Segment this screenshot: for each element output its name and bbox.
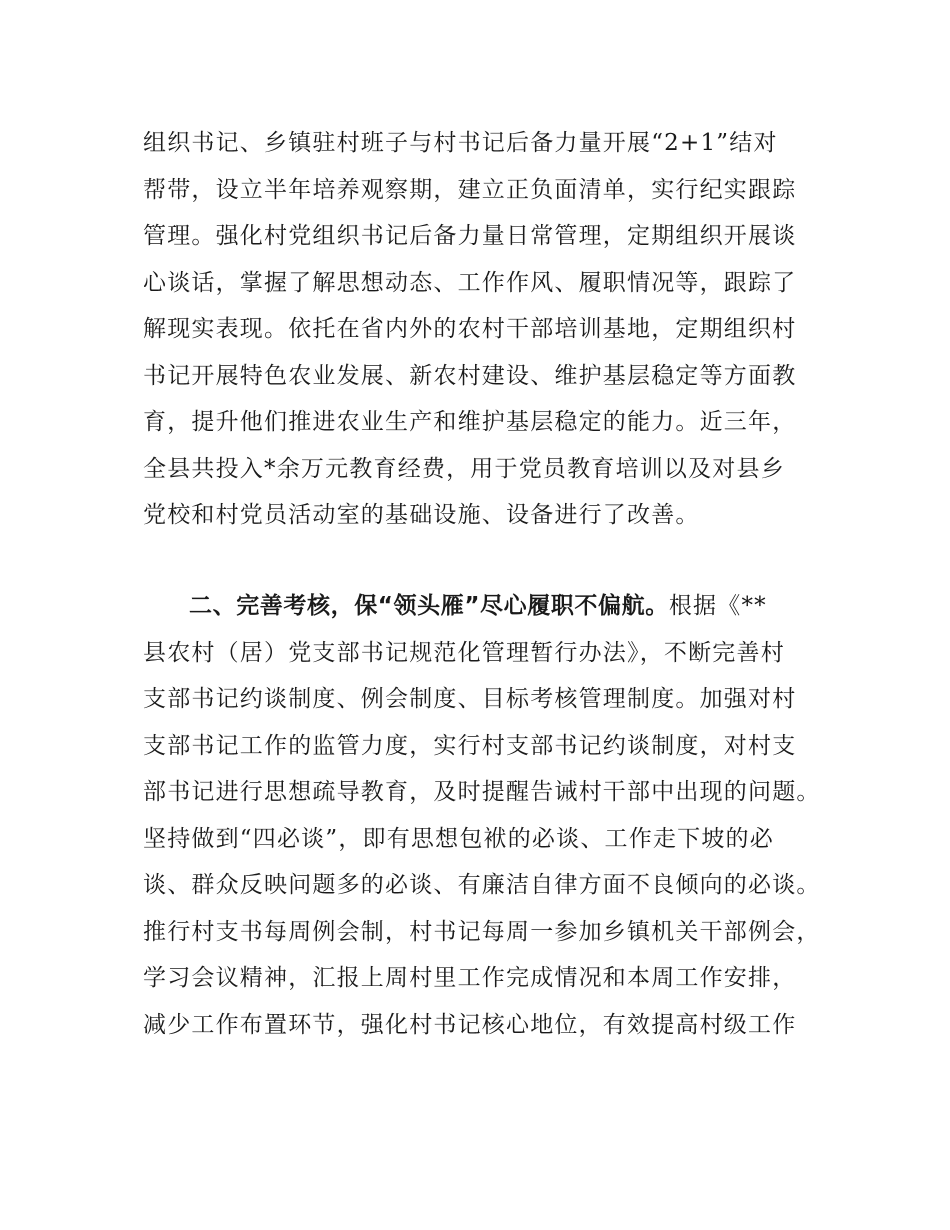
text-line: 组织书记、乡镇驻村班子与村书记后备力量开展“2+1”结对 (143, 130, 778, 156)
first-line-text: 根据《** (668, 593, 767, 619)
text-line: 减少工作布置环节，强化村书记核心地位，有效提高村级工作 (143, 1011, 797, 1038)
text-line: 党校和村党员活动室的基础设施、设备进行了改善。 (143, 502, 700, 528)
text-line: 育，提升他们推进农业生产和维护基层稳定的能力。近三年， (143, 409, 797, 435)
text-line: 学习会议精神，汇报上周村里工作完成情况和本周工作安排， (143, 965, 797, 991)
text-line: 书记开展特色农业发展、新农村建设、维护基层稳定等方面教 (143, 362, 797, 389)
text-line: 县农村（居）党支部书记规范化管理暂行办法》，不断完善村 (143, 639, 785, 666)
text-line: 全县共投入*余万元教育经费，用于党员教育培训以及对县乡 (143, 455, 785, 482)
text-line: 帮带，设立半年培养观察期，建立正负面清单，实行纪实跟踪 (143, 176, 797, 203)
text-line: 坚持做到“四必谈”，即有思想包袱的必谈、工作走下坡的必 (143, 825, 774, 852)
text-line: 解现实表现。依托在省内外的农村干部培训基地，定期组织村 (143, 316, 797, 342)
paragraph-1 (143, 120, 823, 539)
text-line: 谈、群众反映问题多的必谈、有廉洁自律方面不良倾向的必谈。 (143, 872, 821, 898)
text-line: 推行村支书每周例会制，村书记每周一参加乡镇机关干部例会， (143, 918, 821, 945)
section-heading: 二、完善考核，保“领头雁”尽心履职不偏航。 (189, 593, 669, 619)
text-line: 管理。强化村党组织书记后备力量日常管理，定期组织开展谈 (143, 223, 797, 249)
text-line: 心谈话，掌握了解思想动态、工作作风、履职情况等，跟踪了 (143, 269, 797, 296)
first-line (143, 583, 823, 630)
text-line: 支部书记约谈制度、例会制度、目标考核管理制度。加强对村 (143, 686, 797, 712)
paragraph-2 (143, 583, 823, 1048)
text-line: 支部书记工作的监管力度，实行村支部书记约谈制度，对村支 (143, 732, 797, 759)
text-line: 部书记进行思想疏导教育，及时提醒告诫村干部中出现的问题。 (143, 779, 821, 805)
